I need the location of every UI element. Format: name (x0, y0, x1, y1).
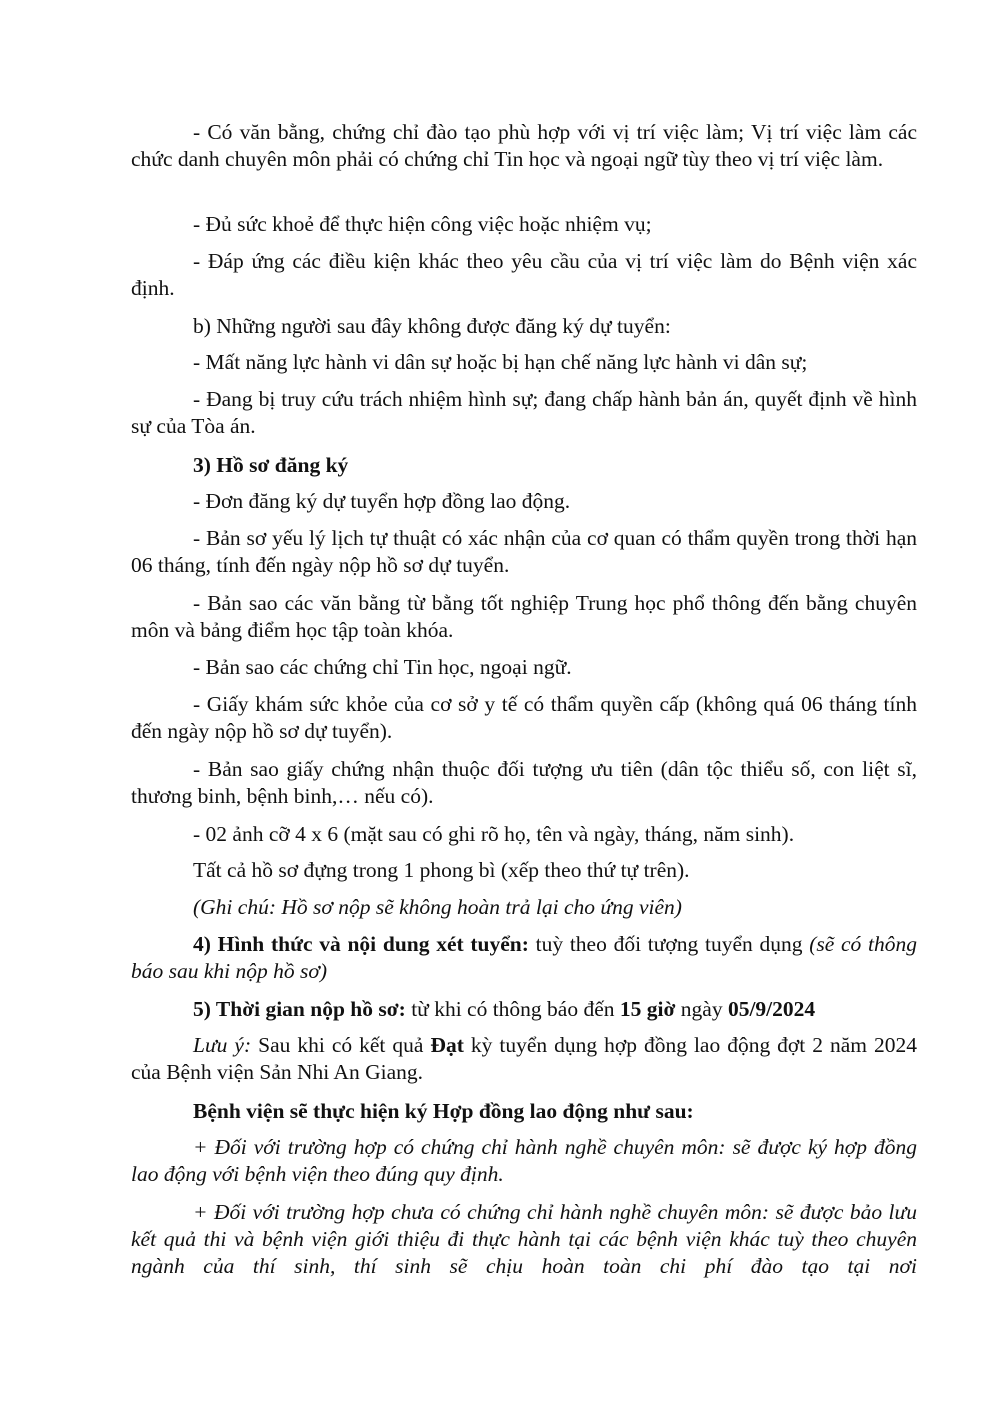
section-3-heading: 3) Hồ sơ đăng ký (193, 453, 349, 477)
dossier-photos: - 02 ảnh cỡ 4 x 6 (mặt sau có ghi rõ họ, tên và ngày, tháng, năm sinh). (193, 822, 795, 846)
dossier-envelope: Tất cả hồ sơ đựng trong 1 phong bì (xếp theo thứ tự trên). (193, 858, 690, 882)
luu-y-text1: Sau khi có kết quả (251, 1033, 431, 1057)
section-b-heading: b) Những người sau đây không được đăng ký dự tuyển: (193, 314, 671, 338)
note-luu-y (131, 1032, 917, 1086)
section-5-text1: từ khi có thông báo đến (405, 997, 620, 1021)
contract-without-license: + Đối với trường hợp chưa có chứng chỉ hành nghề chuyên môn: sẽ được bảo lưu kết quả thi và bệnh viện giới thiệu đi thực hành tại các bệnh viện khác tuỳ theo chuyên ngành của thí sinh, thí sinh sẽ chịu hoàn toàn chi phí đào tạo tại nơi (131, 1200, 917, 1278)
section-5-text2: ngày (675, 997, 728, 1021)
luu-y-label: Lưu ý: (193, 1033, 252, 1057)
dossier-application: - Đơn đăng ký dự tuyển hợp đồng lao động. (193, 489, 571, 513)
requirement-health: - Đủ sức khoẻ để thực hiện công việc hoặc nhiệm vụ; (193, 212, 652, 236)
luu-y-bold: Đạt (430, 1033, 464, 1057)
dossier-cv: - Bản sơ yếu lý lịch tự thuật có xác nhận của cơ quan có thẩm quyền trong thời hạn 06 tháng, tính đến ngày nộp hồ sơ dự tuyển. (131, 526, 917, 577)
deadline-time: 15 giờ (619, 997, 676, 1021)
section-4-label: 4) Hình thức và nội dung xét tuyển: (193, 932, 529, 956)
dossier-priority: - Bản sao giấy chứng nhận thuộc đối tượng ưu tiên (dân tộc thiểu số, con liệt sĩ, thương binh, bệnh binh,… nếu có). (131, 757, 917, 808)
dossier-health-cert: - Giấy khám sức khỏe của cơ sở y tế có thẩm quyền cấp (không quá 06 tháng tính đến ngày nộp hồ sơ dự tuyển). (131, 692, 917, 743)
requirement-other: - Đáp ứng các điều kiện khác theo yêu cầu của vị trí việc làm do Bệnh viện xác định. (131, 249, 917, 300)
exclusion-criminal: - Đang bị truy cứu trách nhiệm hình sự; đang chấp hành bản án, quyết định về hình sự của Tòa án. (131, 387, 917, 438)
exclusion-civil-capacity: - Mất năng lực hành vi dân sự hoặc bị hạn chế năng lực hành vi dân sự; (193, 350, 808, 374)
contract-heading: Bệnh viện sẽ thực hiện ký Hợp đồng lao động như sau: (193, 1099, 694, 1123)
section-5-label: 5) Thời gian nộp hồ sơ: (193, 997, 406, 1021)
deadline-date: 05/9/2024 (727, 997, 816, 1021)
requirement-qualification: - Có văn bằng, chứng chỉ đào tạo phù hợp với vị trí việc làm; Vị trí việc làm các chức danh chuyên môn phải có chứng chỉ Tin học và ngoại ngữ tùy theo vị trí việc làm. (131, 120, 917, 171)
section-5 (131, 996, 917, 1023)
section-4-italic: (sẽ có thông báo sau khi nộp hồ sơ) (131, 932, 917, 983)
dossier-note: (Ghi chú: Hồ sơ nộp sẽ không hoàn trả lại cho ứng viên) (193, 895, 682, 919)
contract-with-license: + Đối với trường hợp có chứng chỉ hành nghề chuyên môn: sẽ được ký hợp đồng lao động với bệnh viện theo đúng quy định. (131, 1135, 917, 1186)
section-4 (131, 931, 917, 985)
luu-y-text2: kỳ tuyển dụng hợp đồng lao động đợt 2 năm 2024 của Bệnh viện Sản Nhi An Giang. (131, 1033, 918, 1084)
section-4-text: tuỳ theo đối tượng tuyển dụng (528, 932, 810, 956)
dossier-certificates: - Bản sao các chứng chỉ Tin học, ngoại ngữ. (193, 655, 572, 679)
dossier-diplomas: - Bản sao các văn bằng từ bằng tốt nghiệp Trung học phổ thông đến bằng chuyên môn và bảng điểm học tập toàn khóa. (131, 591, 917, 642)
